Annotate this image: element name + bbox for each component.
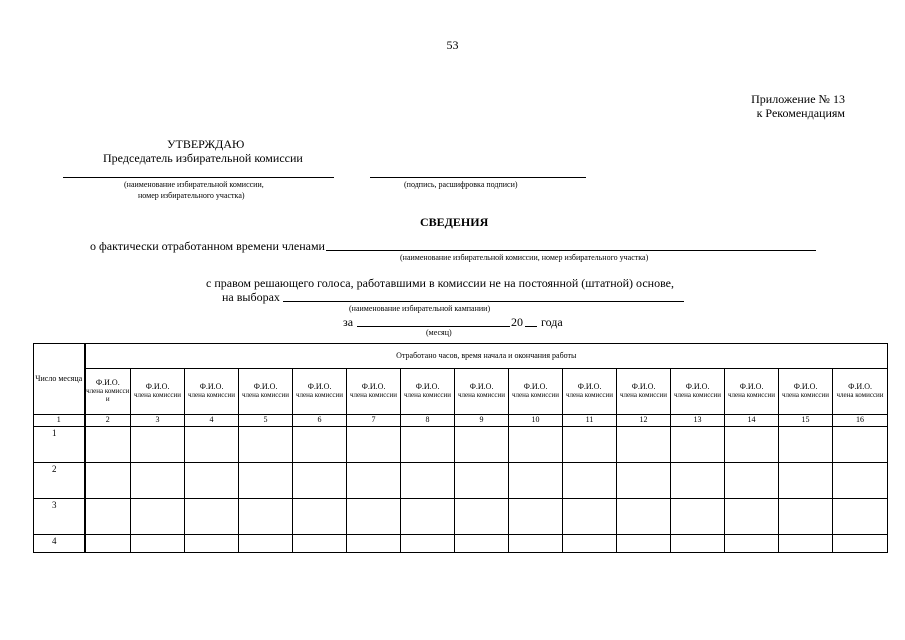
- line1-underline: [326, 250, 816, 251]
- line1-text: о фактически отработанном времени членами: [90, 239, 325, 253]
- hours-cell[interactable]: [617, 427, 671, 463]
- hours-cell[interactable]: [725, 535, 779, 553]
- hours-cell[interactable]: [239, 535, 293, 553]
- caption-commission-2: номер избирательного участка): [138, 191, 245, 200]
- member-col-top: Ф.И.О.: [253, 382, 278, 392]
- hours-cell[interactable]: [293, 535, 347, 553]
- hours-cell[interactable]: [401, 427, 455, 463]
- member-col-header: [725, 369, 779, 415]
- hours-cell[interactable]: [347, 535, 401, 553]
- member-col-header: [347, 369, 401, 415]
- caption-commission-1: (наименование избирательной комиссии,: [124, 180, 264, 189]
- column-number: 3: [131, 415, 185, 427]
- worked-hours-table: [33, 343, 888, 553]
- member-col-header: [779, 369, 833, 415]
- member-col-top: Ф.И.О.: [307, 382, 332, 392]
- hours-cell[interactable]: [779, 463, 833, 499]
- column-number: 10: [509, 415, 563, 427]
- hours-cell[interactable]: [455, 535, 509, 553]
- worked-header-text: Отработано часов, время начала и окончания работы: [396, 350, 577, 360]
- hours-cell[interactable]: [725, 499, 779, 535]
- column-number: 8: [401, 415, 455, 427]
- hours-cell[interactable]: [347, 427, 401, 463]
- hours-cell[interactable]: [563, 535, 617, 553]
- hours-cell[interactable]: [563, 499, 617, 535]
- signature-line: [370, 177, 586, 178]
- hours-cell[interactable]: [509, 499, 563, 535]
- hours-cell[interactable]: [185, 535, 239, 553]
- column-number: 7: [347, 415, 401, 427]
- hours-cell[interactable]: [563, 463, 617, 499]
- day-header: [34, 344, 85, 415]
- column-number: 14: [725, 415, 779, 427]
- member-col-sub: члена комиссии: [349, 391, 398, 400]
- hours-cell[interactable]: [293, 499, 347, 535]
- approve-subtitle: Председатель избирательной комиссии: [103, 151, 303, 165]
- hours-cell[interactable]: [239, 463, 293, 499]
- member-col-header: [617, 369, 671, 415]
- member-col-header: [239, 369, 293, 415]
- member-col-top: Ф.И.О.: [685, 382, 710, 392]
- hours-cell[interactable]: [617, 499, 671, 535]
- column-number: 2: [85, 415, 131, 427]
- column-number: 11: [563, 415, 617, 427]
- member-col-top: Ф.И.О.: [361, 382, 386, 392]
- member-col-top: Ф.И.О.: [577, 382, 602, 392]
- commission-line: [63, 177, 334, 178]
- member-col-header: [455, 369, 509, 415]
- hours-cell[interactable]: [617, 463, 671, 499]
- member-col-top: Ф.И.О.: [793, 382, 818, 392]
- column-number: 1: [34, 415, 85, 427]
- table-row: [34, 499, 888, 535]
- member-col-header: [563, 369, 617, 415]
- hours-cell[interactable]: [671, 535, 725, 553]
- appendix-line-1: Приложение № 13: [751, 92, 845, 106]
- hours-cell[interactable]: [509, 463, 563, 499]
- hours-cell[interactable]: [85, 427, 131, 463]
- hours-cell[interactable]: [671, 463, 725, 499]
- member-col-header: [509, 369, 563, 415]
- member-col-top: Ф.И.О.: [199, 382, 224, 392]
- year-underline: [525, 326, 537, 327]
- line2-underline: [283, 301, 684, 302]
- day-cell: 1: [34, 427, 85, 463]
- column-number: 4: [185, 415, 239, 427]
- column-number-row: [34, 415, 888, 427]
- member-col-top: Ф.И.О.: [469, 382, 494, 392]
- hours-cell[interactable]: [347, 463, 401, 499]
- column-number: 9: [455, 415, 509, 427]
- member-col-top: Ф.И.О.: [848, 382, 872, 392]
- day-cell: 4: [34, 535, 85, 553]
- hours-cell[interactable]: [185, 499, 239, 535]
- month-caption: (месяц): [426, 328, 452, 337]
- table-row: [34, 535, 888, 553]
- hours-cell[interactable]: [725, 463, 779, 499]
- appendix-line-2: к Рекомендациям: [756, 106, 845, 120]
- hours-cell[interactable]: [671, 499, 725, 535]
- hours-cell[interactable]: [131, 463, 185, 499]
- day-cell: 3: [34, 499, 85, 535]
- hours-cell[interactable]: [131, 535, 185, 553]
- hours-cell[interactable]: [779, 535, 833, 553]
- member-col-sub: члена комиссии: [403, 391, 452, 400]
- member-col-header: [185, 369, 239, 415]
- column-number: 5: [239, 415, 293, 427]
- hours-cell[interactable]: [85, 535, 131, 553]
- member-col-header: [671, 369, 725, 415]
- member-col-sub: члена комиссии: [673, 391, 722, 400]
- member-col-header: [293, 369, 347, 415]
- page-number: 53: [446, 38, 459, 52]
- hours-cell[interactable]: [293, 427, 347, 463]
- hours-cell[interactable]: [617, 535, 671, 553]
- member-col-sub: члена комиссии: [457, 391, 506, 400]
- hours-cell[interactable]: [401, 535, 455, 553]
- worked-header: [85, 344, 888, 369]
- hours-cell[interactable]: [185, 427, 239, 463]
- member-col-header: [401, 369, 455, 415]
- member-col-header: [85, 369, 131, 415]
- hours-cell[interactable]: [131, 427, 185, 463]
- appendix-label: [700, 92, 845, 120]
- member-col-sub: члена комиссии: [295, 391, 344, 400]
- approve-title: УТВЕРЖДАЮ: [167, 137, 245, 151]
- column-number: 12: [617, 415, 671, 427]
- hours-cell[interactable]: [833, 499, 888, 535]
- member-col-top: Ф.И.О.: [145, 382, 170, 392]
- hours-cell[interactable]: [401, 499, 455, 535]
- member-col-sub: члена комиссии: [619, 391, 668, 400]
- member-col-top: Ф.И.О.: [739, 382, 764, 392]
- member-col-top: Ф.И.О.: [415, 382, 440, 392]
- hours-cell[interactable]: [671, 427, 725, 463]
- member-col-sub: члена комисси и: [86, 387, 130, 403]
- hours-cell[interactable]: [509, 535, 563, 553]
- member-col-sub: члена комиссии: [241, 391, 290, 400]
- hours-cell[interactable]: [347, 499, 401, 535]
- hours-cell[interactable]: [131, 499, 185, 535]
- year-suffix: года: [541, 315, 563, 329]
- hours-cell[interactable]: [455, 499, 509, 535]
- member-col-sub: члена комиссии: [781, 391, 830, 400]
- table-row: [34, 427, 888, 463]
- hours-cell[interactable]: [239, 499, 293, 535]
- hours-cell[interactable]: [85, 499, 131, 535]
- member-col-sub: члена комиссии: [133, 391, 182, 400]
- hours-cell[interactable]: [563, 427, 617, 463]
- hours-cell[interactable]: [293, 463, 347, 499]
- hours-cell[interactable]: [85, 463, 131, 499]
- hours-cell[interactable]: [833, 535, 888, 553]
- hours-cell[interactable]: [455, 427, 509, 463]
- line1-caption: (наименование избирательной комиссии, номер избирательного участка): [400, 253, 649, 262]
- hours-cell[interactable]: [239, 427, 293, 463]
- line2-caption: (наименование избирательной кампании): [349, 304, 491, 313]
- member-col-top: Ф.И.О.: [95, 378, 120, 388]
- hours-cell[interactable]: [779, 499, 833, 535]
- column-number: 6: [293, 415, 347, 427]
- line3-za: за: [343, 315, 354, 329]
- member-col-top: Ф.И.О.: [523, 382, 548, 392]
- hours-cell[interactable]: [185, 463, 239, 499]
- member-col-header: [833, 369, 888, 415]
- day-header-text: Число месяца: [35, 373, 83, 383]
- member-col-sub: члена комиссии: [187, 391, 236, 400]
- month-underline: [357, 326, 510, 327]
- hours-cell[interactable]: [779, 427, 833, 463]
- year-prefix: 20: [511, 315, 523, 329]
- member-col-sub: члена комиссии: [511, 391, 560, 400]
- hours-cell[interactable]: [833, 463, 888, 499]
- hours-cell[interactable]: [833, 427, 888, 463]
- document-heading: СВЕДЕНИЯ: [420, 215, 489, 229]
- member-col-sub: члена комиссии: [836, 391, 884, 400]
- column-number: 13: [671, 415, 725, 427]
- member-col-header: [131, 369, 185, 415]
- column-number: 16: [833, 415, 888, 427]
- member-col-sub: члена комиссии: [565, 391, 614, 400]
- line2-text: с правом решающего голоса, работавшими в комиссии не на постоянной (штатной) основе,: [206, 276, 675, 290]
- table-row: [34, 463, 888, 499]
- line2-elections: на выборах: [222, 290, 280, 304]
- member-col-sub: члена комиссии: [727, 391, 776, 400]
- day-cell: 2: [34, 463, 85, 499]
- caption-signature: (подпись, расшифровка подписи): [404, 180, 518, 189]
- hours-cell[interactable]: [509, 427, 563, 463]
- column-number: 15: [779, 415, 833, 427]
- hours-cell[interactable]: [455, 463, 509, 499]
- hours-cell[interactable]: [725, 427, 779, 463]
- member-col-top: Ф.И.О.: [631, 382, 656, 392]
- hours-cell[interactable]: [401, 463, 455, 499]
